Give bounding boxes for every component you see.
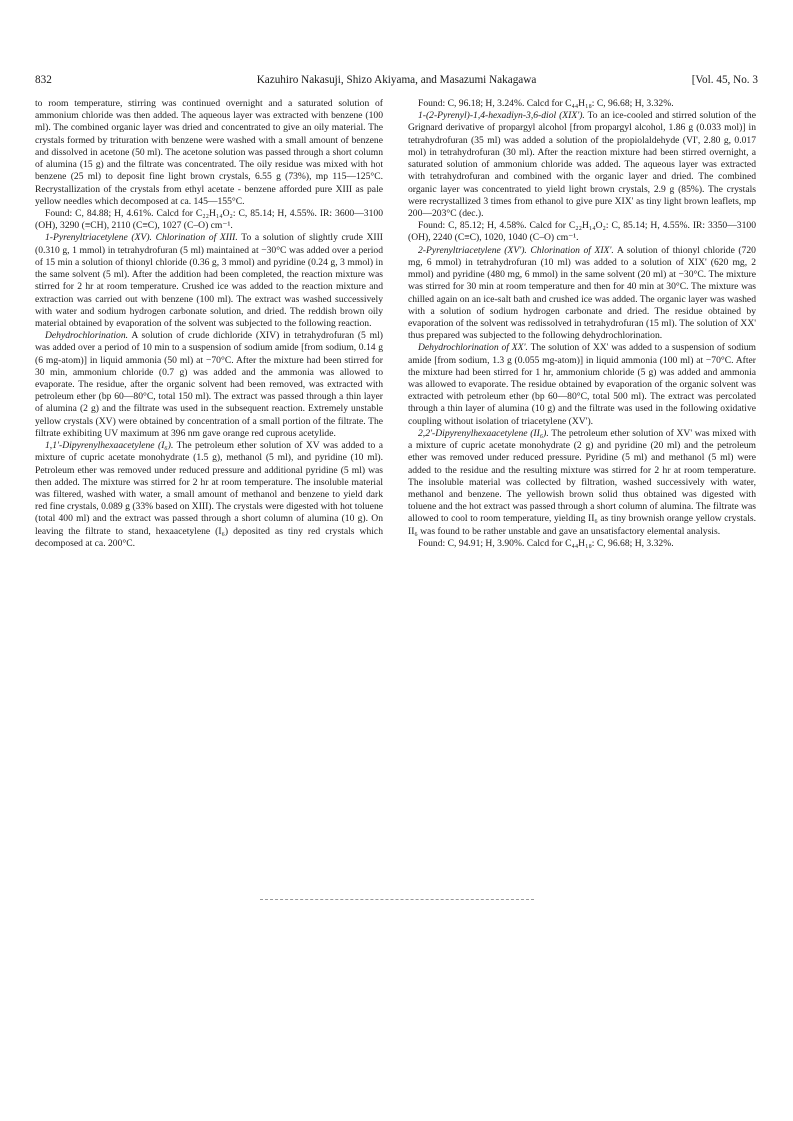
- paragraph: Found: C, 94.91; H, 3.90%. Calcd for C₄₄H₁₈: C, 96.68; H, 3.32%.: [418, 537, 674, 549]
- right-column: [408, 98, 756, 550]
- section-heading: 1-(2-Pyrenyl)-1,4-hexadiyn-3,6-diol (XIX').: [418, 110, 585, 122]
- section-heading: 2,2'-Dipyrenylhexaacetylene (II₆).: [418, 427, 549, 439]
- end-rule: [260, 899, 534, 900]
- paragraph: Found: C, 84.88; H, 4.61%. Calcd for C₂₂H₁₄O₂: C, 85.14; H, 4.55%. IR: 3600—3100 (OH), 3290 (≡CH), 2110 (C≡C), 1027 (C–O) cm⁻¹.: [35, 207, 383, 232]
- section-heading: 1,1'-Dipyrenylhexaacetylene (I₆).: [45, 440, 174, 452]
- paragraph: 2,2'-Dipyrenylhexaacetylene (II₆). The petroleum ether solution of XV' was mixed with a mixture of cupric acetate monohydrate (2 g) and pyridine (20 ml) and the petroleum ether was removed under reduced pressure. Pyridine (5 ml) and methanol (5 ml) were added to the residue and the resulting mixture was stirred for 2 hr at room temperature. The insoluble material was collected by filtration, washed successively with water, methanol and benzene. The yellowish brown solid thus obtained was digested with toluene and the hot extract was passed through a short column of alumina. The filtrate was allowed to cool to room temperature, yielding II₆ as tiny brownish orange yellow crystals. II₆ was found to be rather unstable and gave an unsatisfactory elemental analysis.: [408, 427, 756, 537]
- running-authors: Kazuhiro Nakasuji, Shizo Akiyama, and Masazumi Nakagawa: [256, 74, 537, 86]
- page-number: 832: [35, 74, 52, 86]
- section-heading: 1-Pyrenyltriacetylene (XV). Chlorination of XIII.: [45, 232, 238, 244]
- volume-info: [Vol. 45, No. 3: [691, 74, 758, 86]
- paragraph: 1-Pyrenyltriacetylene (XV). Chlorination of XIII. To a solution of slightly crude XIII (0.310 g, 1 mmol) in tetrahydrofuran (5 ml) maintained at −30°C was added over a period of 15 min a solution of thionyl chloride (0.36 g, 3 mmol) and pyridine (0.24 g, 3 mmol) in the same solvent (5 ml). After the addition had been completed, the reaction mixture was stirred for 2 hr at room temperature. Crushed ice was added to the reaction mixture and extraction was carried out with benzene (100 ml). The extract was washed successively with water and sodium hydrogen carbonate solution, and dried. The reddish brown oily material obtained by evaporation of the solvent was subjected to the following reaction.: [35, 232, 383, 329]
- section-heading: 2-Pyrenyltriacetylene (XV'). Chlorination of XIX'.: [418, 244, 614, 256]
- running-header: [35, 72, 758, 88]
- section-heading: Dehydrochlorination.: [45, 330, 129, 342]
- paragraph: Dehydrochlorination of XX'. The solution of XX' was added to a suspension of sodium amide [from sodium, 1.3 g (0.055 mg-atom)] in liquid ammonia (100 ml) at −70°C. After the mixture had been stirred for 1 hr, ammonium chloride (5 g) was added and ammonia was allowed to evaporate. The residue obtained by evaporation of the organic solvent was extracted with petroleum ether (bp 60—80°C, total 500 ml). The extract was percolated through a thin layer of alumina (10 g) and the filtrate was used in the following oxidative coupling without isolation of triacetylene (XV').: [408, 342, 757, 427]
- paragraph: to room temperature, stirring was continued overnight and a saturated solution of ammonium chloride was then added. The aqueous layer was extracted with benzene (100 ml). The combined organic layer was dried and concentrated to give an oily material. The crystals formed by trituration with benzene were washed with a small amount of benzene and dissolved in acetone (50 ml). The acetone solution was passed through a short column of alumina (15 g) and the filtrate was concentrated. The oily residue was mixed with hot benzene (25 ml) to deposit fine light brown crystals, 6.55 g (73%), mp 115—125°C. Recrystallization of the crystals from ethyl acetate - benzene afforded pure XIII as pale yellow needles which decomposed at ca. 145—155°C.: [35, 98, 383, 207]
- paragraph: 1-(2-Pyrenyl)-1,4-hexadiyn-3,6-diol (XIX'). To an ice-cooled and stirred solution of the Grignard derivative of propargyl alcohol [from propargyl alcohol, 1.86 g (0.033 mol)] in tetrahydrofuran (35 ml) was added a solution of the propiolaldehyde (VI', 2.80 g, 0.017 mol) in tetrahydrofuran (30 ml). After the reaction mixture had been stirred overnight, a saturated solution of ammonium chloride was added. The aqueous layer was extracted with tetrahydrofuran and combined with the organic layer and dried. The combined organic layer was concentrated to yield light brown crystals, 2.9 g (85%). The crystals were recrystallized 3 times from ethanol to give pure XIX' as tiny light brown leaflets, mp 200—203°C (dec.).: [408, 110, 756, 219]
- paragraph: Dehydrochlorination. A solution of crude dichloride (XIV) in tetrahydrofuran (5 ml) was added over a period of 10 min to a suspension of sodium amide [from sodium, 0.14 g (6 mg-atom)] in liquid ammonia (50 ml) at −70°C. After the mixture had been stirred for 30 min, ammonium chloride (0.7 g) was added and the ammonia was allowed to evaporate. The residue, after the organic solvent had been removed, was extracted with petroleum ether (bp 60—80°C, total 150 ml). The extract was passed through a thin layer of alumina (2 g) and the filtrate was used in the subsequent reaction. Extremely unstable yellow crystals (XV) were obtained by concentration of a small portion of the filtrate. The filtrate exhibiting UV maximum at 396 nm gave orange red cuprous acetylide.: [35, 330, 383, 439]
- paragraph: 2-Pyrenyltriacetylene (XV'). Chlorination of XIX'. A solution of thionyl chloride (720 mg, 6 mmol) in tetrahydrofuran (10 ml) was added to a solution of XIX' (620 mg, 2 mmol) and pyridine (480 mg, 6 mmol) in the same solvent (20 ml) at −30°C. The mixture was stirred for 30 min at room temperature and then for 40 min at 30°C. The mixture was chilled again on an ice-salt bath and crushed ice was added. The organic layer was washed with a solution of sodium hydrogen carbonate and dried. The residue obtained by evaporation of the solvent was redissolved in tetrahydrofuran (15 ml). The solution of XX' thus prepared was subjected to the following dehydrochlorination.: [408, 244, 756, 342]
- paragraph: 1,1'-Dipyrenylhexaacetylene (I₆). The petroleum ether solution of XV was added to a mixture of cupric acetate monohydrate (1.5 g), methanol (5 ml), and pyridine (10 ml). Petroleum ether was removed under reduced pressure and additional pyridine (5 ml) was then added. The mixture was stirred for 2 hr at room temperature. The insoluble material was filtered, washed with water, a small amount of methanol and benzene to yield dark red fine crystals, 0.089 g (33% based on XIII). The crystals were digested with hot toluene (total 400 ml) and the extract was passed through a short column of alumina (10 g). On leaving the filtrate to stand, hexaacetylene (I₆) deposited as tiny red crystals which decomposed at ca. 200°C.: [35, 440, 383, 549]
- paragraph: Found: C, 85.12; H, 4.58%. Calcd for C₂₂H₁₄O₂: C, 85.14; H, 4.55%. IR: 3350—3100 (OH), 2240 (C≡C), 1020, 1040 (C–O) cm⁻¹.: [408, 220, 756, 244]
- paragraph: Found: C, 96.18; H, 3.24%. Calcd for C₄₄H₁₈: C, 96.68; H, 3.32%.: [418, 98, 674, 109]
- section-heading: Dehydrochlorination of XX'.: [418, 342, 528, 354]
- left-column: [35, 98, 383, 550]
